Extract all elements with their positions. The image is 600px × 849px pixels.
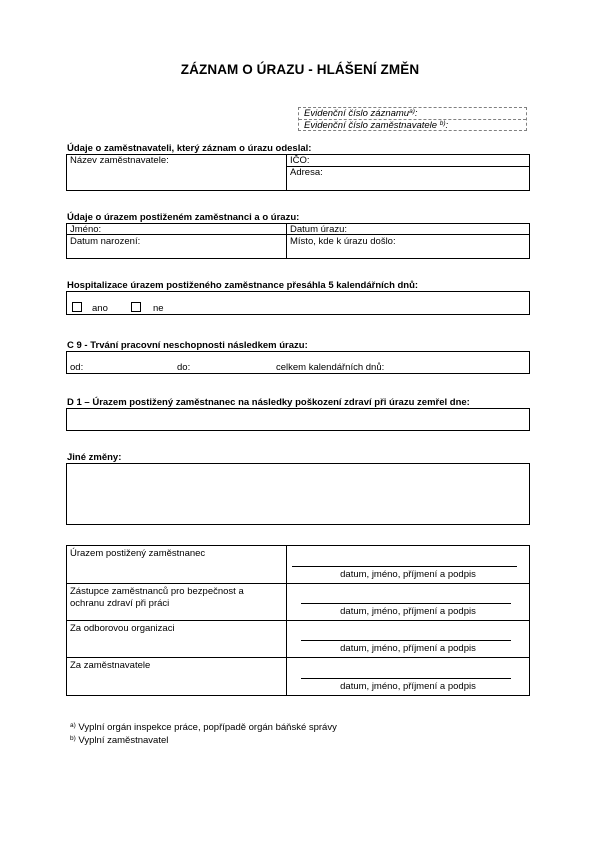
employer-divider bbox=[286, 154, 287, 191]
record-number-label: Evidenční číslo záznamu bbox=[304, 108, 410, 119]
signature-line-employer[interactable] bbox=[301, 678, 511, 679]
employer-address-field[interactable]: Adresa: bbox=[290, 167, 323, 178]
c9-to-field[interactable]: do: bbox=[177, 362, 191, 373]
footnote-b-text: Vyplní zaměstnavatel bbox=[78, 735, 169, 746]
hospital-yes-label: ano bbox=[92, 303, 108, 314]
injured-divider bbox=[286, 223, 287, 259]
hospital-yes-checkbox[interactable] bbox=[72, 302, 82, 312]
hospital-no-label: ne bbox=[153, 303, 164, 314]
record-number-mark: a) bbox=[409, 108, 415, 115]
other-changes-field[interactable] bbox=[66, 463, 530, 525]
footnote-b bbox=[70, 735, 168, 746]
d1-heading: D 1 – Úrazem postižený zaměstnanec na následky poškození zdraví při úrazu zemřel dne: bbox=[67, 397, 470, 408]
footnote-b-mark: b) bbox=[70, 735, 76, 742]
injured-heading: Údaje o úrazem postiženém zaměstnanci a o úrazu: bbox=[67, 212, 300, 223]
employer-heading: Údaje o zaměstnavateli, který záznam o úrazu odeslal: bbox=[67, 143, 312, 154]
signature-caption-employer: datum, jméno, příjmení a podpis bbox=[340, 681, 476, 692]
footnote-a-mark: a) bbox=[70, 722, 76, 729]
injured-name-field[interactable]: Jméno: bbox=[70, 224, 102, 235]
page-title: ZÁZNAM O ÚRAZU - HLÁŠENÍ ZMĚN bbox=[180, 62, 420, 77]
signature-line-safety-rep[interactable] bbox=[301, 603, 511, 604]
other-changes-heading: Jiné změny: bbox=[67, 452, 122, 463]
injury-place-field[interactable]: Místo, kde k úrazu došlo: bbox=[290, 236, 396, 247]
signatures-row-divider-2 bbox=[66, 620, 530, 621]
footnote-a-text: Vyplní orgán inspekce práce, popřípadě orgán báňské správy bbox=[78, 722, 337, 733]
hospital-heading: Hospitalizace úrazem postiženého zaměstnance přesáhla 5 kalendářních dnů: bbox=[67, 280, 419, 291]
employee-number-colon: : bbox=[445, 120, 449, 131]
signatures-row-divider-3 bbox=[66, 657, 530, 658]
signature-caption-safety-rep: datum, jméno, příjmení a podpis bbox=[340, 606, 476, 617]
signature-label-safety-rep-line1: Zástupce zaměstnanců pro bezpečnost a bbox=[70, 586, 244, 597]
c9-total-days-field[interactable]: celkem kalendářních dnů: bbox=[276, 362, 385, 373]
employee-number-label: Evidenční číslo zaměstnavatele bbox=[304, 120, 438, 131]
c9-from-field[interactable]: od: bbox=[70, 362, 84, 373]
evidence-number-box bbox=[298, 107, 527, 131]
employer-name-field[interactable]: Název zaměstnavatele: bbox=[70, 155, 169, 166]
injury-date-field[interactable]: Datum úrazu: bbox=[290, 224, 348, 235]
employer-ico-field[interactable]: IČO: bbox=[290, 155, 310, 166]
signature-caption-union: datum, jméno, příjmení a podpis bbox=[340, 643, 476, 654]
c9-heading: C 9 - Trvání pracovní neschopnosti následkem úrazu: bbox=[67, 340, 308, 351]
signature-label-union: Za odborovou organizaci bbox=[70, 623, 175, 634]
signature-label-injured: Úrazem postižený zaměstnanec bbox=[70, 548, 206, 559]
signature-label-employer: Za zaměstnavatele bbox=[70, 660, 151, 671]
employee-number-mark: b) bbox=[439, 120, 446, 127]
signature-label-safety-rep-line2: ochranu zdraví při práci bbox=[70, 598, 170, 609]
hospital-no-checkbox[interactable] bbox=[131, 302, 141, 312]
footnote-a bbox=[70, 722, 337, 733]
employee-number-field[interactable] bbox=[299, 120, 526, 131]
signatures-row-divider-1 bbox=[66, 583, 530, 584]
signature-line-injured[interactable] bbox=[292, 566, 517, 567]
record-number-field[interactable] bbox=[299, 108, 526, 120]
record-number-colon: : bbox=[414, 108, 418, 119]
signature-caption-injured: datum, jméno, příjmení a podpis bbox=[340, 569, 476, 580]
d1-date-field[interactable] bbox=[66, 408, 530, 431]
signature-line-union[interactable] bbox=[301, 640, 511, 641]
birth-date-field[interactable]: Datum narození: bbox=[70, 236, 141, 247]
